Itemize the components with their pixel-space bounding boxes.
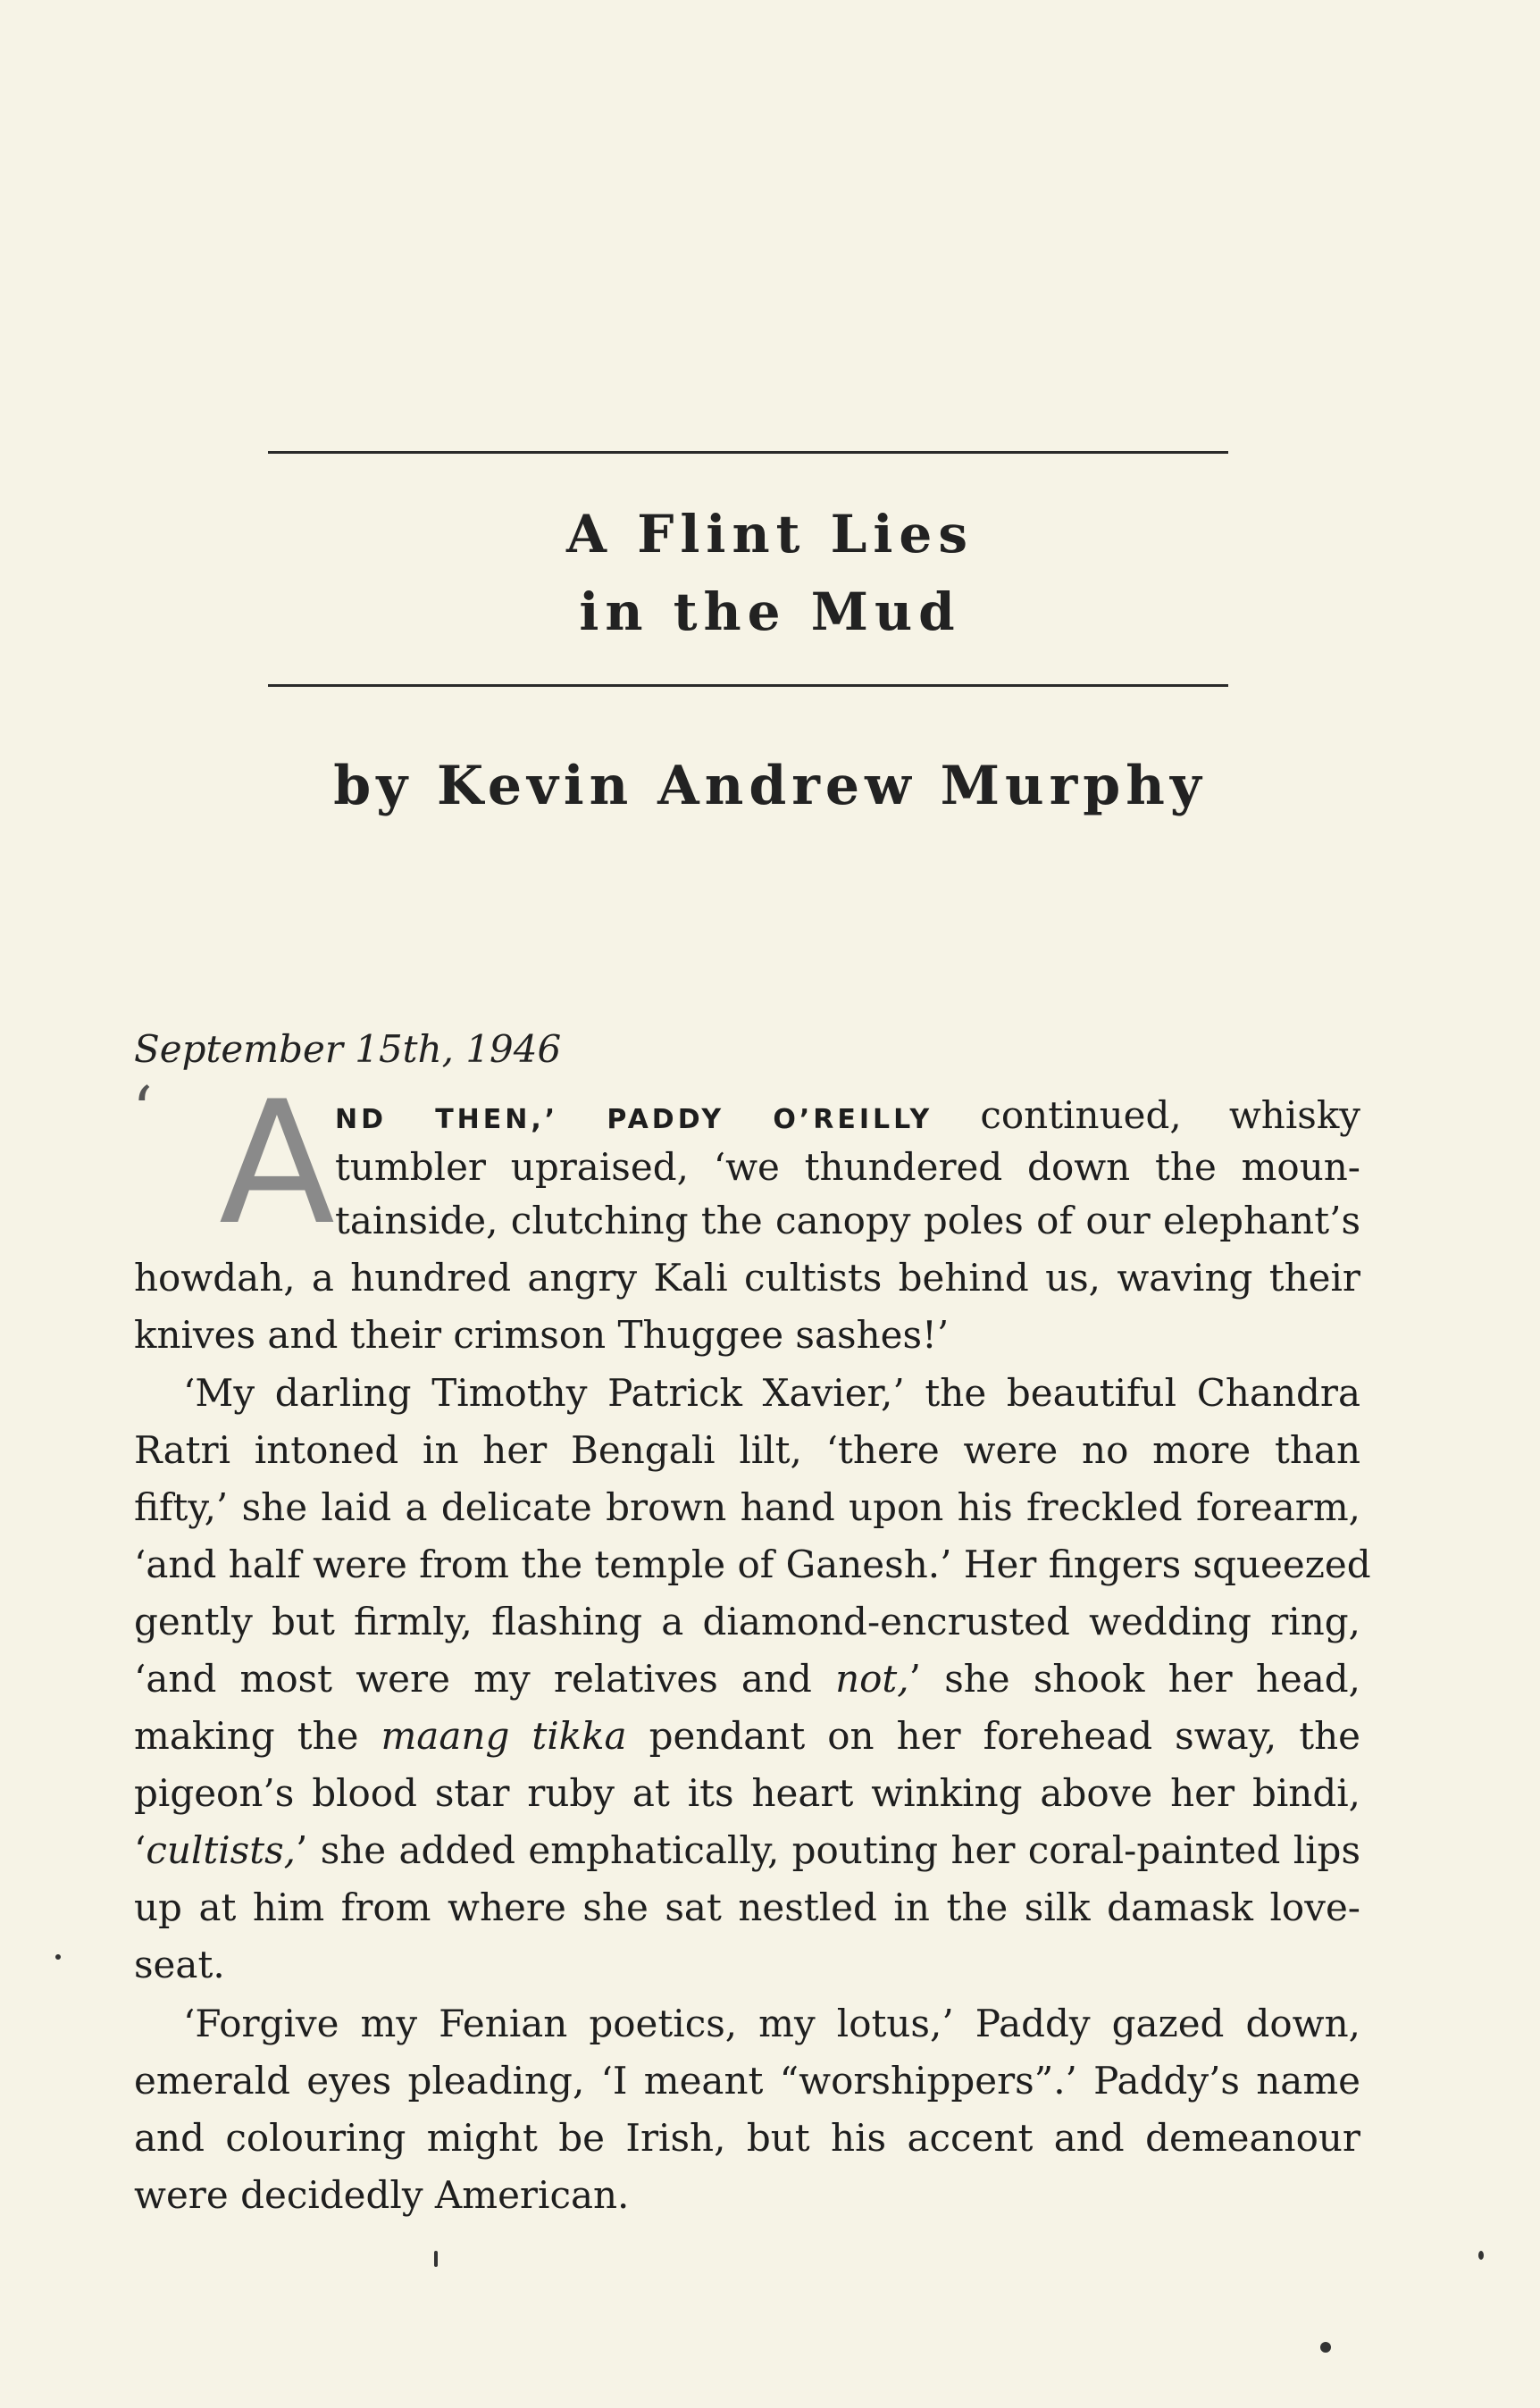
body-line: ‘cultists,’ she added emphatically, pouting her coral-painted lips (134, 1828, 1360, 1872)
body-line: fifty,’ she laid a delicate brown hand upon his freckled forearm, (134, 1485, 1360, 1529)
title-rule-top (268, 451, 1228, 454)
body-line: emerald eyes pleading, ‘I meant “worshippers”.’ Paddy’s name (134, 2059, 1360, 2103)
body-line: making the maang tikka pendant on her forehead sway, the (134, 1714, 1360, 1758)
title-line-1: A Flint Lies (566, 504, 974, 564)
body-line: gently but firmly, flashing a diamond-encrusted wedding ring, (134, 1600, 1360, 1643)
body-line: and colouring might be Irish, but his accent and demeanour (134, 2116, 1360, 2160)
lead-small-caps: ND THEN,’ PADDY O’REILLY (335, 1104, 933, 1135)
ink-speck (1478, 2251, 1484, 2260)
body-line: knives and their crimson Thuggee sashes!’ (134, 1313, 950, 1357)
body-line: seat. (134, 1943, 225, 1986)
body-line: ‘and most were my relatives and not,’ she shook her head, (134, 1657, 1360, 1701)
drop-cap: A (219, 1065, 335, 1262)
opening-quote-mark: ‘ (132, 1073, 153, 1148)
body-line: ‘Forgive my Fenian poetics, my lotus,’ Paddy gazed down, (183, 2002, 1360, 2045)
body-line: ND THEN,’ PADDY O’REILLY continued, whisky (335, 1093, 1360, 1137)
body-line: pigeon’s blood star ruby at its heart winking above her bindi, (134, 1771, 1360, 1815)
body-line: Ratri intoned in her Bengali lilt, ‘there were no more than (134, 1428, 1360, 1472)
body-line: up at him from where she sat nestled in the silk damask love- (134, 1885, 1360, 1929)
title-line-2: in the Mud (579, 581, 961, 642)
title-rule-bottom (268, 684, 1228, 687)
body-line: tumbler upraised, ‘we thundered down the moun- (335, 1145, 1360, 1189)
body-line: howdah, a hundred angry Kali cultists behind us, waving their (134, 1256, 1360, 1300)
body-line: ‘My darling Timothy Patrick Xavier,’ the beautiful Chandra (183, 1371, 1360, 1415)
ink-speck (434, 2251, 438, 2267)
author-byline: by Kevin Andrew Murphy (333, 755, 1207, 817)
ink-speck (1320, 2342, 1331, 2353)
body-line: tainside, clutching the canopy poles of our elephant’s (335, 1199, 1360, 1242)
dateline: September 15th, 1946 (134, 1027, 562, 1071)
ink-speck (55, 1954, 61, 1960)
body-line: ‘and half were from the temple of Ganesh.’ Her fingers squeezed (134, 1543, 1371, 1586)
body-line: were decidedly American. (134, 2173, 630, 2217)
